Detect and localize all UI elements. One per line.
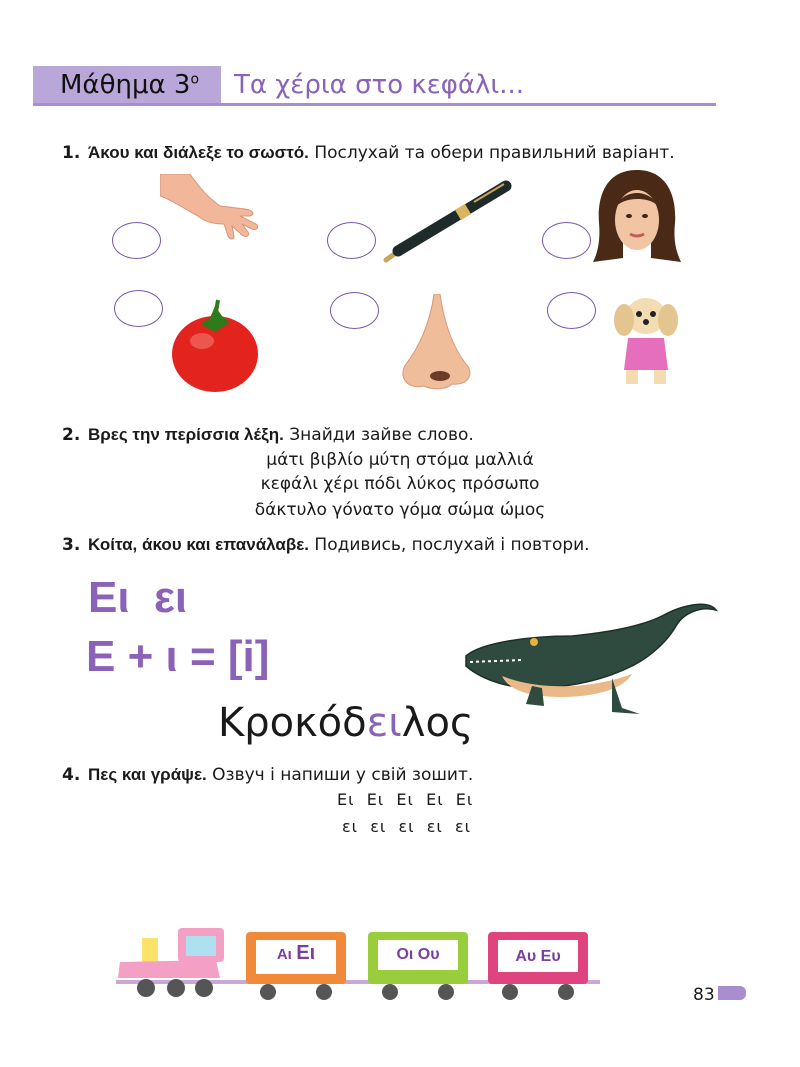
pen-picture: [378, 178, 514, 266]
exercise-1-instruction: 1. Άκου και διάλεξε το σωστό. Послухай та обери правильний варіант.: [62, 143, 675, 163]
exercise-2-instruction: 2. Βρες την περίσσια λέξη. Знайди зайве слово.: [62, 425, 474, 445]
answer-oval-tomato[interactable]: [114, 290, 163, 327]
digraph-letters: Ει ει: [88, 573, 188, 622]
answer-oval-dog[interactable]: [547, 292, 596, 329]
page-number: 83: [693, 985, 715, 1005]
crocodile-picture: [462, 596, 718, 730]
lesson-title: Τα χέρια στο κεφάλι...: [234, 70, 525, 100]
dog-picture: [606, 290, 690, 390]
page-tab-marker: [718, 986, 746, 1000]
answer-oval-hand[interactable]: [112, 222, 161, 259]
train-car-1-label: Αι Ει: [276, 942, 316, 964]
lesson-number: Μάθημα $3^o$: [60, 70, 200, 100]
header-underline: [33, 103, 716, 106]
train-car-2-label: Οι Ου: [396, 946, 440, 963]
nose-picture: [400, 294, 472, 392]
answer-oval-pen[interactable]: [327, 222, 376, 259]
digraph-rule: Ε + ι = [i]: [86, 632, 270, 681]
answer-oval-face[interactable]: [542, 222, 591, 259]
train-car-3-label: Αυ Ευ: [515, 948, 561, 965]
practice-upper: Ει Ει Ει Ει Ει: [337, 790, 474, 809]
word-row-3: δάκτυλο γόνατο γόμα σώμα ώμος: [254, 500, 546, 520]
word-row-1: μάτι βιβλίο μύτη στόμα μαλλιά: [266, 450, 534, 470]
answer-oval-nose[interactable]: [330, 292, 379, 329]
hand-picture: [160, 174, 265, 244]
tomato-picture: [170, 296, 260, 394]
exercise-4-instruction: 4. Πες και γράψε. Озвуч і напиши у свій зошит.: [62, 765, 474, 785]
word-row-2: κεφάλι χέρι πόδι λύκος πρόσωπο: [260, 474, 540, 494]
practice-lower: ει ει ει ει ει: [342, 817, 471, 836]
example-word: Κροκόδειλος: [218, 700, 474, 746]
girl-face-picture: [593, 168, 681, 264]
exercise-3-instruction: 3. Κοίτα, άκου και επανάλαβε. Подивись, послухай і повтори.: [62, 535, 590, 555]
